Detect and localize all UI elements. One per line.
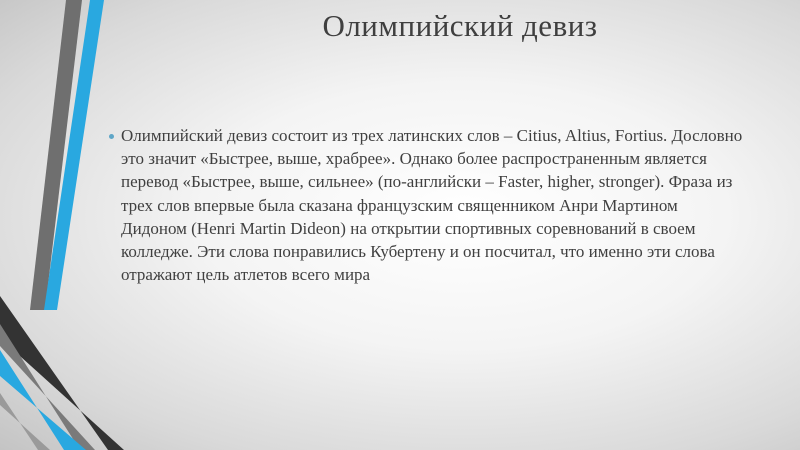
slide-body	[107, 124, 743, 286]
slide-title: Олимпийский девиз	[322, 8, 598, 43]
bullet-item	[107, 124, 743, 286]
stripe-bottom-dark	[0, 296, 124, 450]
bullet-dot-icon	[109, 134, 114, 139]
stripe-bottom-light	[0, 393, 50, 450]
bullet-text: Олимпийский девиз состоит из трех латинских слов – Citius, Altius, Fortius. Дословно это значит «Быстрее, выше, храбрее». Однако более распространенным является перевод «Быстрее, выше, сильнее» (по-английски – Faster, higher, stronger). Фраза из трех слов впервые была сказана французским священником Анри Мартином Дидоном (Henri Martin Dideon) на открытии спортивных соревнований в своем колледже. Эти слова понравились Кубертену и он посчитал, что именно эти слова отражают цель атлетов всего мира	[121, 126, 743, 285]
